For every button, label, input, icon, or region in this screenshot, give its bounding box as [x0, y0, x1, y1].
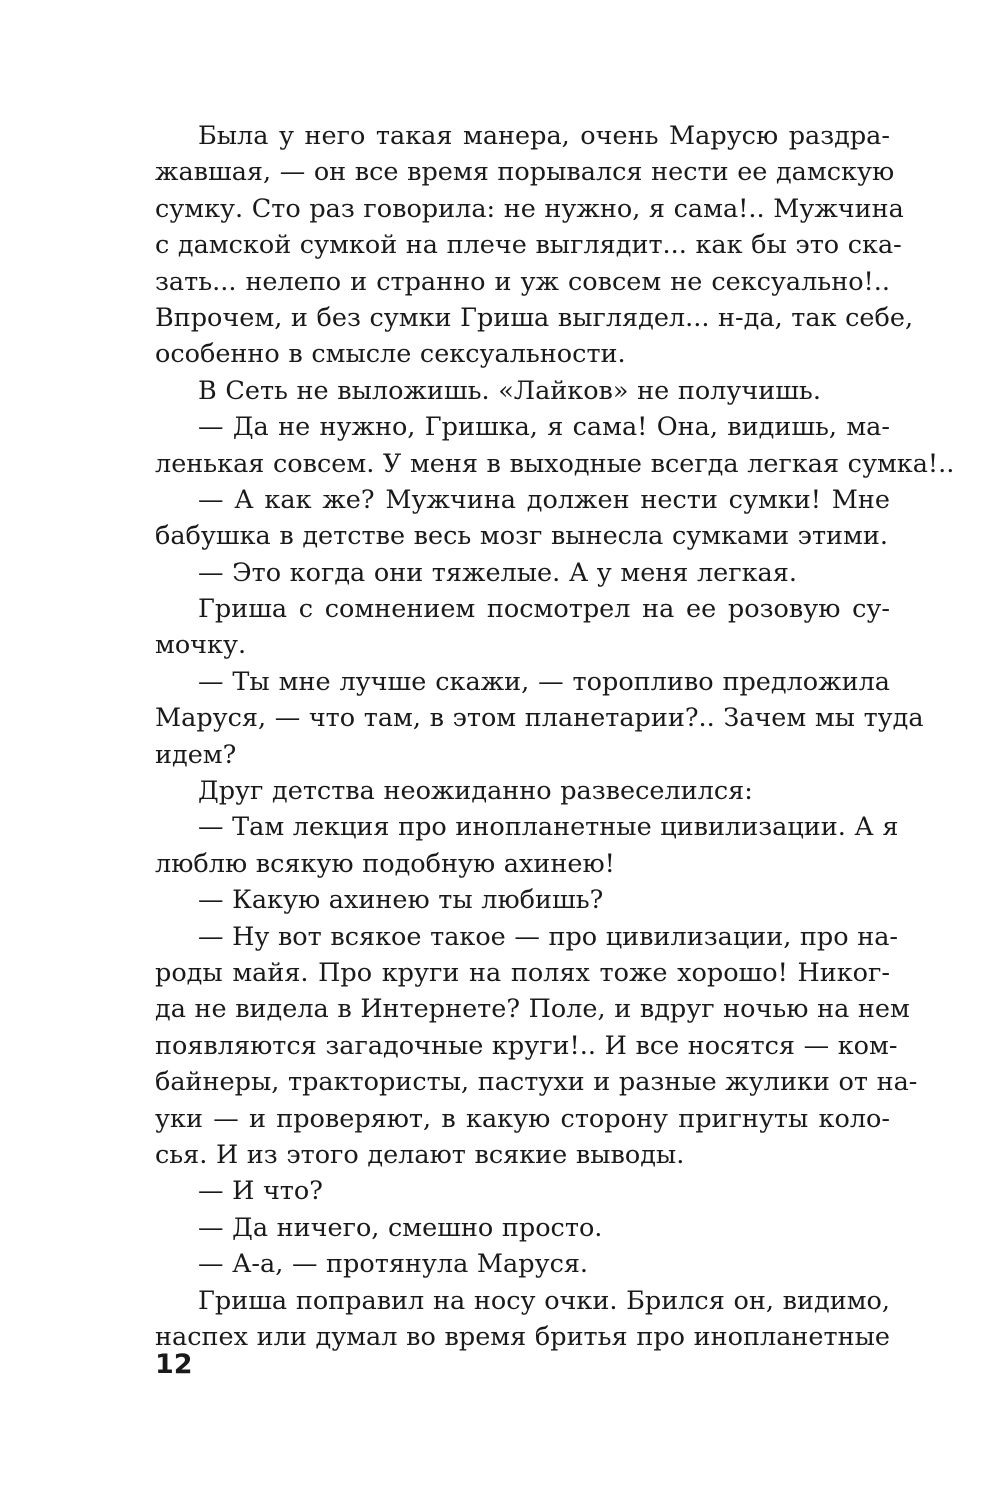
text-line: зать... нелепо и странно и уж совсем не сексуально!..	[155, 266, 890, 297]
text-line: — Ты мне лучше скажи, — торопливо предложила	[198, 666, 890, 697]
text-line: — Там лекция про инопланетные цивилизации. А я	[198, 812, 899, 843]
text-line: сумку. Сто раз говорила: не нужно, я сама!.. Мужчина	[155, 193, 904, 224]
text-line: люблю всякую подобную ахинею!	[155, 848, 615, 879]
text-line: да не видела в Интернете? Поле, и вдруг ночью на нем	[155, 994, 910, 1025]
text-line: В Сеть не выложишь. «Лайков» не получишь.	[198, 375, 821, 406]
text-line: жавшая, — он все время порывался нести ее дамскую	[155, 157, 895, 188]
text-line: сья. И из этого делают всякие выводы.	[155, 1139, 685, 1170]
text-line: — Ну вот всякое такое — про цивилизации, про на-	[198, 921, 899, 952]
text-line: — А как же? Мужчина должен нести сумки! Мне	[198, 484, 890, 515]
text-line: уки — и проверяют, в какую сторону пригнуты коло-	[155, 1103, 890, 1134]
text-line: Была у него такая манера, очень Марусю раздра-	[198, 121, 890, 151]
text-line: — Да ничего, смешно просто.	[198, 1212, 603, 1243]
text-line: — Какую ахинею ты любишь?	[198, 885, 604, 916]
text-line: идем?	[155, 739, 237, 770]
text-line: байнеры, трактористы, пастухи и разные жулики от на-	[155, 1067, 918, 1098]
text-line: наспех или думал во время бритья про инопланетные	[155, 1321, 890, 1352]
body-text	[155, 118, 955, 1355]
text-line: особенно в смысле сексуальности.	[155, 339, 626, 370]
text-line: Друг детства неожиданно развеселился:	[198, 776, 753, 807]
text-line: мочку.	[155, 630, 247, 661]
page-number: 12	[155, 1349, 193, 1380]
text-line: — Да не нужно, Гришка, я сама! Она, видишь, ма-	[198, 412, 890, 443]
text-line: — А-а, — протянула Маруся.	[198, 1249, 589, 1280]
text-line: Гриша с сомнением посмотрел на ее розовую су-	[198, 594, 890, 625]
text-line: — Это когда они тяжелые. А у меня легкая.	[198, 557, 797, 588]
text-line: ленькая совсем. У меня в выходные всегда легкая сумка!..	[155, 448, 955, 479]
text-line: Гриша поправил на носу очки. Брился он, видимо,	[198, 1285, 890, 1316]
text-line: Маруся, — что там, в этом планетарии?.. Зачем мы туда	[155, 703, 924, 734]
text-line: бабушка в детстве весь мозг вынесла сумками этими.	[155, 521, 888, 552]
text-line: появляются загадочные круги!.. И все носятся — ком-	[155, 1030, 898, 1061]
text-line: роды майя. Про круги на полях тоже хорошо! Никог-	[155, 957, 890, 988]
text-line: Впрочем, и без сумки Гриша выглядел... н-да, так себе,	[155, 302, 914, 333]
text-line: — И что?	[198, 1176, 323, 1207]
text-line: с дамской сумкой на плече выглядит... как бы это ска-	[155, 230, 902, 261]
page-body	[155, 118, 955, 1355]
